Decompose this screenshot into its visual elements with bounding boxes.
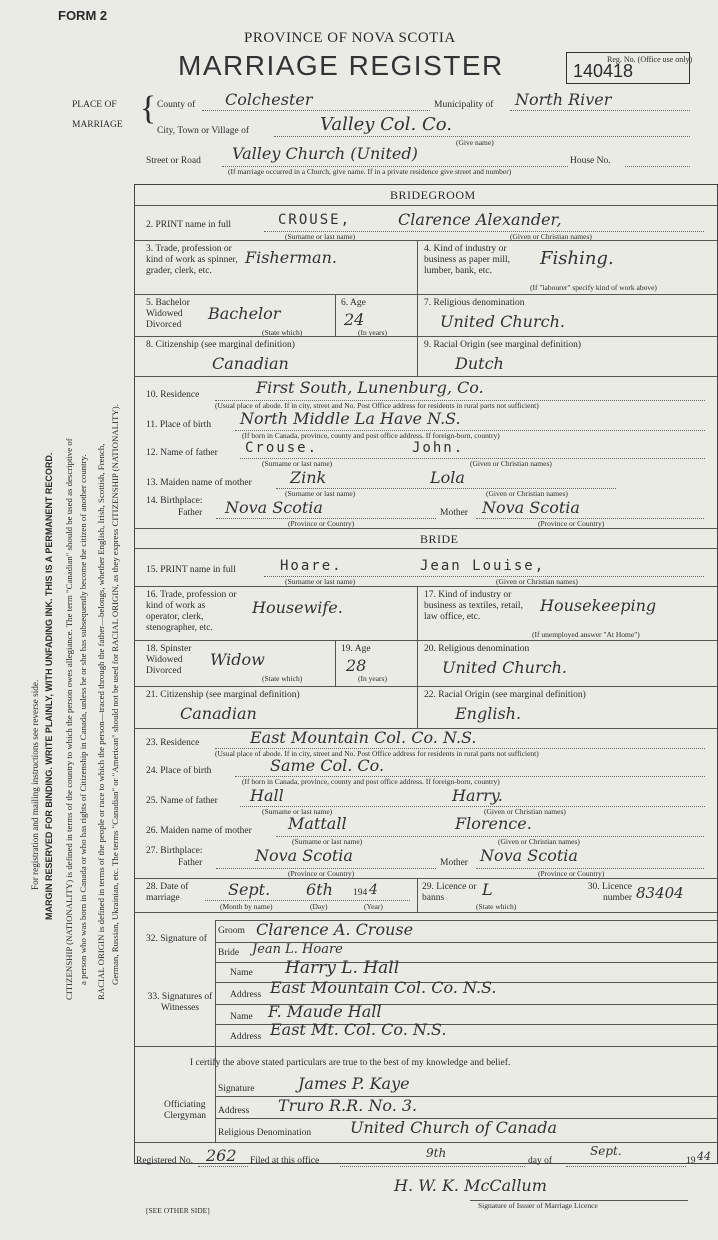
w2-name-label: Name [230,1012,253,1022]
city-label: City, Town or Village of [157,126,249,136]
bride-citizen: Canadian [180,704,257,723]
groom-birth-label: 11. Place of birth [146,420,212,430]
reg-number: 140418 [573,61,634,81]
bride-bp-f-hint: (Province or Country) [288,869,355,878]
bride-status-label: 18. Spinster Widowed Divorced [146,644,192,676]
bride-birth-label: 24. Place of birth [146,766,212,776]
groom-mother-s-hint: (Surname or last name) [285,489,356,498]
groom-trade-label: 3. Trade, profession or kind of work as spinner, grader, clerk, etc. [146,244,238,276]
bride-given: Jean Louise, [420,558,546,574]
municipality-label: Municipality of [434,100,494,110]
margin-line-6: German, Russian, Ukrainian, etc. The terms "Canadian" or "American" should not be used for RACIAL ORIGIN, as they express CITIZENSHIP (NATIONALITY). [110,404,120,985]
groom-residence: First South, Lunenburg, Co. [256,378,484,397]
province-heading: PROVINCE OF NOVA SCOTIA [244,30,456,46]
marriage-day: 6th [306,880,333,899]
sig-of-label: 32. Signature of [146,934,207,944]
groom-industry-label: 4. Kind of industry or business as paper mill, lumber, bank, etc. [424,244,511,276]
bride-bp-m-hint: (Province or Country) [538,869,605,878]
bride-bp-mother-label: Mother [440,858,468,868]
groom-birth: North Middle La Have N.S. [240,409,461,428]
groom-father-label: 12. Name of father [146,448,218,458]
groom-given: Clarence Alexander, [398,210,562,229]
off-addr-label: Address [218,1106,250,1116]
officiant-denomination: United Church of Canada [350,1118,558,1137]
off-sig-label: Signature [218,1084,255,1094]
year-hint: (Year) [364,902,383,911]
bride-name-label: 15. PRINT name in full [146,565,236,575]
county-label: County of [157,100,196,110]
groom-bp-mother: Nova Scotia [482,498,580,517]
groom-surname-hint: (Surname or last name) [285,232,356,241]
w2-address-label: Address [230,1032,262,1042]
bride-father-label: 25. Name of father [146,796,218,806]
bride-trade: Housewife. [252,598,343,617]
groom-status-label: 5. Bachelor Widowed Divorced [146,298,190,330]
issuer-label: Signature of Issuer of Marriage Licence [478,1201,598,1210]
groom-citizen-label: 8. Citizenship (see marginal definition) [146,340,295,350]
bride-age-hint: (In years) [358,674,387,683]
bride-father-given: Harry. [452,786,503,805]
bride-bp-mother: Nova Scotia [480,846,578,865]
bride-bp-father-label: Father [178,858,203,868]
bride-residence: East Mountain Col. Co. N.S. [250,728,477,747]
groom-mother-surname: Zink [290,468,327,487]
bride-bp-label: 27. Birthplace: [146,846,203,856]
county-value: Colchester [225,90,313,109]
form-number: FORM 2 [58,8,108,23]
reg-number-label: Reg. No. (Office use only) [607,55,693,64]
margin-line-2: MARGIN RESERVED FOR BINDING. WRITE PLAINLY, WITH UNFADING INK. THIS IS A PERMANENT RECORD. [44,452,54,920]
bride-age-label: 19. Age [341,644,371,654]
street-label: Street or Road [146,156,201,166]
bride-religion-label: 20. Religious denomination [424,644,530,654]
groom-religion-label: 7. Religious denomination [424,298,525,308]
groom-racial-label: 9. Racial Origin (see marginal definition) [424,340,582,350]
bride-birth: Same Col. Co. [270,756,385,775]
groom-res-hint: (Usual place of abode. If in city, street and No. Post Office address for residents in rural parts not sufficient) [215,401,539,410]
bride-given-hint: (Given or Christian names) [496,577,578,586]
groom-citizen: Canadian [212,354,289,373]
place-brace: { [140,90,157,127]
officiant-address: Truro R.R. No. 3. [278,1096,418,1115]
filed-year: 44 [697,1150,711,1163]
groom-bp-label: 14. Birthplace: [146,496,203,506]
groom-name-label: 2. PRINT name in full [146,220,232,230]
date-label: 28. Date of marriage [146,882,189,903]
bride-industry-label: 17. Kind of industry or business as textiles, retail, law office, etc. [424,590,523,622]
groom-state-which: (State which) [262,328,303,337]
groom-father-s-hint: (Surname or last name) [262,459,333,468]
off-rel-label: Religious Denomination [218,1128,312,1138]
licence-label: 29. Licence or banns [422,882,477,903]
groom-bp-m-hint: (Province or Country) [538,519,605,528]
groom-surname: CROUSE, [278,212,352,228]
licence-number-label: 30. Licence number [587,882,632,903]
bride-father-surname: Hall [250,786,284,805]
bride-mother-label: 26. Maiden name of mother [146,826,252,836]
margin-line-3: CITIZENSHIP (NATIONALITY) is defined in terms of the country to which the person owes allegiance. The term "Canadian" should be used as descriptive of [64,438,74,1000]
groom-religion: United Church. [440,312,565,331]
page-title: MARRIAGE REGISTER [178,50,504,81]
groom-father-given: John. [412,440,465,456]
place-label-2: MARRIAGE [72,120,123,130]
bride-religion: United Church. [442,658,567,677]
margin-line-5: RACIAL ORIGIN is defined in terms of the people or race to which the person—traced through the father—belongs, whether English, Irish, Scottish, French, [96,443,106,1000]
groom-age: 24 [344,310,365,329]
filed-month: Sept. [590,1144,622,1158]
bride-res-hint: (Usual place of abode. If in city, street and No. Post Office address for residents in rural parts not sufficient) [215,749,539,758]
w1-address-label: Address [230,990,262,1000]
witness1-address: East Mountain Col. Co. N.S. [270,978,497,997]
street-note: (If marriage occurred in a Church, give name. If in a private residence give street and number) [228,167,512,176]
marriage-year-prefix: 194 [353,888,368,898]
groom-status: Bachelor [208,304,281,323]
bride-res-label: 23. Residence [146,738,200,748]
groom-signature: Clarence A. Crouse [256,920,414,939]
filed-day: 9th [426,1146,447,1160]
groom-mother-label: 13. Maiden name of mother [146,478,252,488]
bride-surname: Hoare. [280,558,343,574]
groom-age-label: 6. Age [341,298,366,308]
groom-sig-label: Groom [218,926,245,936]
groom-age-hint: (In years) [358,328,387,337]
licence-value: L [482,880,493,899]
groom-bp-father-label: Father [178,508,203,518]
bride-industry-hint: (If unemployed answer "At Home") [532,630,640,639]
margin-line-1: For registration and mailing instructions see reverse side. [30,679,40,890]
bride-signature: Jean L. Hoare [252,942,343,957]
marriage-month: Sept. [228,880,271,899]
groom-bp-f-hint: (Province or Country) [288,519,355,528]
groom-racial: Dutch [455,354,504,373]
bride-mother-s-hint: (Surname or last name) [292,837,363,846]
registered-number: 262 [206,1146,237,1165]
groom-bp-father: Nova Scotia [225,498,323,517]
groom-trade: Fisherman. [245,248,337,267]
bride-father-g-hint: (Given or Christian names) [484,807,566,816]
groom-bp-mother-label: Mother [440,508,468,518]
margin-line-4: a person who was born in Canada or who has rights of Citizenship in Canada, unless he or she has subsequently become the citizen of another country. [78,454,88,985]
month-hint: (Month by name) [220,902,273,911]
w1-name-label: Name [230,968,253,978]
bride-birth-hint: (If born in Canada, province, county and post office address. If foreign-born, country) [242,777,500,786]
bride-father-s-hint: (Surname or last name) [262,807,333,816]
marriage-year: 4 [369,882,378,898]
groom-industry: Fishing. [540,248,614,269]
bride-bp-father: Nova Scotia [255,846,353,865]
bride-mother-given: Florence. [455,814,532,833]
place-label-1: PLACE OF [72,100,117,110]
bride-surname-hint: (Surname or last name) [285,577,356,586]
house-label: House No. [570,156,611,166]
groom-industry-hint: (If "labourer" specify kind of work above) [530,283,657,292]
give-name-hint: (Give name) [456,138,494,147]
bride-mother-surname: Mattall [288,814,347,833]
licence-hint: (State which) [476,902,517,911]
groom-father-surname: Crouse. [245,440,319,456]
filed-year-prefix: 19 [686,1156,696,1166]
city-value: Valley Col. Co. [320,114,452,135]
bride-racial-label: 22. Racial Origin (see marginal definition) [424,690,586,700]
reg-number-box [566,52,693,84]
bride-status: Widow [210,650,265,669]
officiant-signature: James P. Kaye [298,1074,410,1093]
municipality-value: North River [515,90,612,109]
bride-racial: English. [455,704,522,723]
witness2-address: East Mt. Col. Co. N.S. [270,1020,447,1039]
witness2-name: F. Maude Hall [268,1002,382,1021]
groom-mother-g-hint: (Given or Christian names) [486,489,568,498]
licence-number: 83404 [636,884,684,902]
day-of-label: day of [528,1156,553,1166]
issuer-signature: H. W. K. McCallum [394,1176,547,1195]
day-hint: (Day) [310,902,328,911]
bride-heading: BRIDE [420,532,459,546]
witness-label: 33. Signatures of Witnesses [147,992,213,1013]
registered-label: Registered No. [136,1156,193,1166]
groom-birth-hint: (If born in Canada, province, county and post office address. If foreign-born, country) [242,431,500,440]
bride-sig-label: Bride [218,948,240,958]
bride-trade-label: 16. Trade, profession or kind of work as operator, clerk, stenographer, etc. [146,590,237,633]
bride-state-which: (State which) [262,674,303,683]
officiating-label: Officiating Clergyman [164,1100,207,1121]
groom-res-label: 10. Residence [146,390,200,400]
bride-citizen-label: 21. Citizenship (see marginal definition) [146,690,300,700]
groom-father-g-hint: (Given or Christian names) [470,459,552,468]
bride-age: 28 [346,656,367,675]
certify-text: I certify the above stated particulars are true to the best of my knowledge and belief. [190,1058,511,1068]
bride-industry: Housekeeping [540,596,657,615]
street-value: Valley Church (United) [232,144,418,163]
groom-mother-given: Lola [430,468,465,487]
form-frame [134,184,718,1164]
witness1-name: Harry L. Hall [285,958,400,978]
bridegroom-heading: BRIDEGROOM [390,188,476,202]
filed-label: Filed at this office [250,1156,320,1166]
groom-given-hint: (Given or Christian names) [510,232,592,241]
see-other-side: [SEE OTHER SIDE] [146,1206,210,1215]
bride-mother-g-hint: (Given or Christian names) [498,837,580,846]
